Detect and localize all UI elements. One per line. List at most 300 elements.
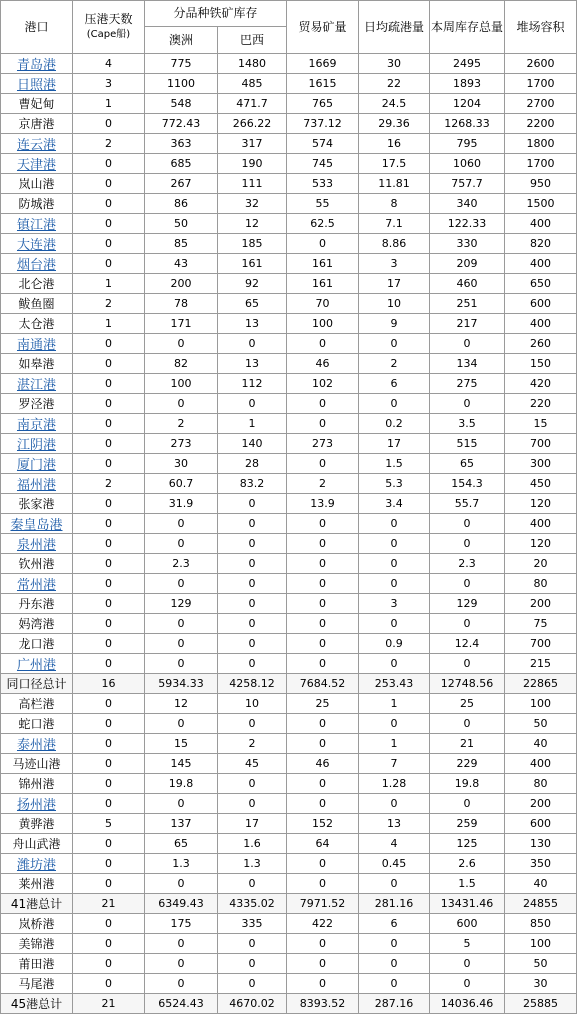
cell-days: 0 [73, 514, 145, 534]
port-name: 岚桥港 [18, 917, 55, 931]
cell-total: 229 [430, 754, 505, 774]
cell-cap: 1700 [505, 74, 577, 94]
cell-au: 0 [145, 534, 218, 554]
cell-days: 0 [73, 534, 145, 554]
cell-cap: 220 [505, 394, 577, 414]
table-row [1, 334, 577, 354]
cell-days: 0 [73, 734, 145, 754]
cell-days: 4 [73, 54, 145, 74]
port-cell [1, 474, 73, 494]
port-name: 如皋港 [18, 357, 55, 371]
table-row [1, 154, 577, 174]
cell-trade: 0 [287, 774, 359, 794]
port-link[interactable]: 泉州港 [16, 538, 56, 553]
cell-daily: 24.5 [359, 94, 430, 114]
port-link[interactable]: 天津港 [16, 158, 56, 173]
cell-trade: 7971.52 [287, 894, 359, 914]
cell-total: 5 [430, 934, 505, 954]
cell-trade: 745 [287, 154, 359, 174]
cell-au: 0 [145, 714, 218, 734]
port-cell [1, 94, 73, 114]
cell-total: 154.3 [430, 474, 505, 494]
cell-daily: 10 [359, 294, 430, 314]
cell-days: 0 [73, 834, 145, 854]
port-link[interactable]: 烟台港 [16, 258, 56, 273]
cell-total: 122.33 [430, 214, 505, 234]
cell-days: 1 [73, 94, 145, 114]
cell-total: 0 [430, 514, 505, 534]
port-name: 蛇口港 [18, 717, 55, 731]
port-link[interactable]: 厦门港 [16, 458, 56, 473]
cell-days: 0 [73, 494, 145, 514]
table-row [1, 954, 577, 974]
port-cell [1, 134, 73, 154]
cell-daily: 0 [359, 614, 430, 634]
cell-total: 1268.33 [430, 114, 505, 134]
cell-daily: 287.16 [359, 994, 430, 1014]
cell-days: 0 [73, 774, 145, 794]
cell-cap: 600 [505, 814, 577, 834]
cell-daily: 22 [359, 74, 430, 94]
cell-days: 0 [73, 174, 145, 194]
table-row [1, 654, 577, 674]
cell-br: 161 [218, 254, 287, 274]
cell-total: 25 [430, 694, 505, 714]
cell-daily: 281.16 [359, 894, 430, 914]
cell-au: 145 [145, 754, 218, 774]
cell-daily: 7 [359, 754, 430, 774]
port-name: 莱州港 [18, 877, 55, 891]
cell-cap: 700 [505, 634, 577, 654]
cell-total: 2.3 [430, 554, 505, 574]
cell-total: 3.5 [430, 414, 505, 434]
port-cell [1, 254, 73, 274]
cell-cap: 15 [505, 414, 577, 434]
header-daily: 日均疏港量 [359, 1, 430, 54]
cell-days: 0 [73, 254, 145, 274]
port-name: 鲅鱼圈 [18, 297, 55, 311]
table-row [1, 634, 577, 654]
cell-br: 12 [218, 214, 287, 234]
cell-total: 14036.46 [430, 994, 505, 1014]
cell-br: 335 [218, 914, 287, 934]
cell-cap: 820 [505, 234, 577, 254]
cell-total: 757.7 [430, 174, 505, 194]
port-name: 京唐港 [18, 117, 55, 131]
table-row [1, 54, 577, 74]
cell-daily: 3 [359, 594, 430, 614]
cell-au: 30 [145, 454, 218, 474]
cell-au: 0 [145, 514, 218, 534]
cell-trade: 0 [287, 634, 359, 654]
port-cell [1, 334, 73, 354]
cell-cap: 75 [505, 614, 577, 634]
port-cell [1, 894, 73, 914]
cell-cap: 400 [505, 754, 577, 774]
table-row [1, 414, 577, 434]
port-link[interactable]: 大连港 [16, 238, 56, 253]
header-brazil: 巴西 [218, 27, 287, 54]
cell-br: 0 [218, 794, 287, 814]
cell-trade: 7684.52 [287, 674, 359, 694]
cell-br: 32 [218, 194, 287, 214]
port-cell [1, 594, 73, 614]
cell-au: 6524.43 [145, 994, 218, 1014]
cell-trade: 13.9 [287, 494, 359, 514]
cell-au: 0 [145, 934, 218, 954]
cell-days: 0 [73, 614, 145, 634]
cell-au: 175 [145, 914, 218, 934]
cell-cap: 1500 [505, 194, 577, 214]
table-row [1, 894, 577, 914]
cell-total: 259 [430, 814, 505, 834]
cell-total: 12748.56 [430, 674, 505, 694]
port-link[interactable]: 福州港 [16, 478, 56, 493]
cell-trade: 64 [287, 834, 359, 854]
cell-cap: 40 [505, 734, 577, 754]
cell-trade: 0 [287, 554, 359, 574]
cell-au: 171 [145, 314, 218, 334]
port-name: 龙口港 [18, 637, 55, 651]
port-cell [1, 54, 73, 74]
cell-daily: 0 [359, 514, 430, 534]
cell-br: 0 [218, 594, 287, 614]
port-cell [1, 154, 73, 174]
cell-au: 200 [145, 274, 218, 294]
cell-daily: 1.5 [359, 454, 430, 474]
cell-daily: 1 [359, 734, 430, 754]
cell-days: 0 [73, 414, 145, 434]
cell-trade: 0 [287, 934, 359, 954]
cell-days: 0 [73, 354, 145, 374]
cell-trade: 46 [287, 754, 359, 774]
table-row [1, 914, 577, 934]
table-row [1, 374, 577, 394]
cell-br: 185 [218, 234, 287, 254]
cell-days: 0 [73, 454, 145, 474]
port-name: 妈湾港 [18, 617, 55, 631]
port-link[interactable]: 秦皇岛港 [10, 518, 63, 533]
table-row [1, 854, 577, 874]
cell-br: 2 [218, 734, 287, 754]
table-row [1, 274, 577, 294]
port-cell [1, 114, 73, 134]
cell-cap: 2700 [505, 94, 577, 114]
cell-total: 2.6 [430, 854, 505, 874]
cell-daily: 13 [359, 814, 430, 834]
cell-trade: 533 [287, 174, 359, 194]
cell-trade: 8393.52 [287, 994, 359, 1014]
cell-br: 0 [218, 334, 287, 354]
port-cell [1, 294, 73, 314]
cell-au: 43 [145, 254, 218, 274]
cell-trade: 0 [287, 734, 359, 754]
port-link[interactable]: 泰州港 [16, 738, 56, 753]
port-name: 马迹山港 [12, 757, 61, 771]
cell-daily: 0 [359, 794, 430, 814]
cell-trade: 55 [287, 194, 359, 214]
cell-au: 60.7 [145, 474, 218, 494]
cell-trade: 25 [287, 694, 359, 714]
port-cell [1, 434, 73, 454]
cell-br: 190 [218, 154, 287, 174]
table-row [1, 774, 577, 794]
cell-br: 112 [218, 374, 287, 394]
cell-daily: 16 [359, 134, 430, 154]
cell-daily: 7.1 [359, 214, 430, 234]
port-cell [1, 534, 73, 554]
cell-cap: 130 [505, 834, 577, 854]
cell-trade: 0 [287, 334, 359, 354]
cell-br: 0 [218, 874, 287, 894]
port-cell [1, 874, 73, 894]
cell-days: 0 [73, 854, 145, 874]
cell-total: 2495 [430, 54, 505, 74]
port-link[interactable]: 扬州港 [16, 798, 56, 813]
cell-days: 0 [73, 974, 145, 994]
cell-daily: 17 [359, 434, 430, 454]
port-cell [1, 714, 73, 734]
port-cell [1, 774, 73, 794]
cell-total: 275 [430, 374, 505, 394]
header-australia: 澳洲 [145, 27, 218, 54]
cell-total: 515 [430, 434, 505, 454]
cell-days: 0 [73, 114, 145, 134]
table-row [1, 134, 577, 154]
port-link[interactable]: 南通港 [16, 338, 56, 353]
port-cell [1, 914, 73, 934]
cell-daily: 3.4 [359, 494, 430, 514]
cell-days: 0 [73, 654, 145, 674]
port-cell [1, 634, 73, 654]
cell-trade: 0 [287, 574, 359, 594]
port-link[interactable]: 潍坊港 [16, 858, 56, 873]
cell-days: 1 [73, 274, 145, 294]
table-row [1, 974, 577, 994]
port-link[interactable]: 日照港 [16, 78, 56, 93]
port-cell [1, 734, 73, 754]
table-row [1, 714, 577, 734]
port-link[interactable]: 连云港 [16, 138, 56, 153]
cell-cap: 100 [505, 934, 577, 954]
cell-total: 795 [430, 134, 505, 154]
cell-br: 0 [218, 954, 287, 974]
port-cell [1, 194, 73, 214]
cell-days: 0 [73, 714, 145, 734]
cell-total: 0 [430, 334, 505, 354]
cell-total: 0 [430, 614, 505, 634]
table-row [1, 234, 577, 254]
cell-trade: 273 [287, 434, 359, 454]
cell-br: 0 [218, 634, 287, 654]
cell-total: 0 [430, 794, 505, 814]
table-row [1, 754, 577, 774]
port-name: 太仓港 [18, 317, 55, 331]
cell-cap: 350 [505, 854, 577, 874]
table-row [1, 794, 577, 814]
port-link[interactable]: 广州港 [16, 658, 56, 673]
cell-days: 0 [73, 914, 145, 934]
cell-cap: 300 [505, 454, 577, 474]
cell-cap: 215 [505, 654, 577, 674]
cell-au: 0 [145, 794, 218, 814]
port-cell [1, 794, 73, 814]
cell-days: 0 [73, 194, 145, 214]
port-name: 张家港 [18, 497, 55, 511]
cell-au: 0 [145, 334, 218, 354]
cell-cap: 400 [505, 514, 577, 534]
table-row [1, 694, 577, 714]
table-row [1, 254, 577, 274]
cell-cap: 200 [505, 594, 577, 614]
cell-br: 0 [218, 574, 287, 594]
table-row [1, 534, 577, 554]
cell-daily: 0 [359, 554, 430, 574]
cell-au: 15 [145, 734, 218, 754]
cell-cap: 22865 [505, 674, 577, 694]
cell-au: 65 [145, 834, 218, 854]
cell-cap: 2600 [505, 54, 577, 74]
port-link[interactable]: 南京港 [16, 418, 56, 433]
cell-total: 460 [430, 274, 505, 294]
cell-total: 13431.46 [430, 894, 505, 914]
cell-days: 0 [73, 594, 145, 614]
cell-au: 82 [145, 354, 218, 374]
port-cell [1, 74, 73, 94]
cell-cap: 950 [505, 174, 577, 194]
cell-br: 0 [218, 494, 287, 514]
table-row [1, 834, 577, 854]
cell-days: 0 [73, 394, 145, 414]
cell-au: 685 [145, 154, 218, 174]
port-name: 锦州港 [18, 777, 55, 791]
port-link[interactable]: 常州港 [16, 578, 56, 593]
cell-daily: 0 [359, 954, 430, 974]
cell-br: 0 [218, 554, 287, 574]
cell-au: 12 [145, 694, 218, 714]
port-name: 美锦港 [18, 937, 55, 951]
table-row [1, 934, 577, 954]
cell-trade: 62.5 [287, 214, 359, 234]
cell-br: 1480 [218, 54, 287, 74]
cell-trade: 1615 [287, 74, 359, 94]
cell-au: 0 [145, 974, 218, 994]
cell-cap: 25885 [505, 994, 577, 1014]
cell-total: 55.7 [430, 494, 505, 514]
cell-trade: 0 [287, 794, 359, 814]
port-link[interactable]: 江阴港 [16, 438, 56, 453]
cell-daily: 8 [359, 194, 430, 214]
table-row [1, 74, 577, 94]
cell-cap: 40 [505, 874, 577, 894]
cell-cap: 400 [505, 314, 577, 334]
cell-days: 0 [73, 694, 145, 714]
cell-trade: 0 [287, 954, 359, 974]
cell-au: 0 [145, 394, 218, 414]
cell-au: 85 [145, 234, 218, 254]
cell-au: 1100 [145, 74, 218, 94]
cell-days: 0 [73, 214, 145, 234]
port-cell [1, 394, 73, 414]
cell-br: 317 [218, 134, 287, 154]
cell-br: 140 [218, 434, 287, 454]
cell-cap: 20 [505, 554, 577, 574]
cell-trade: 100 [287, 314, 359, 334]
table-row [1, 574, 577, 594]
cell-cap: 450 [505, 474, 577, 494]
cell-cap: 1700 [505, 154, 577, 174]
cell-cap: 1800 [505, 134, 577, 154]
cell-trade: 102 [287, 374, 359, 394]
cell-days: 16 [73, 674, 145, 694]
cell-cap: 150 [505, 354, 577, 374]
cell-days: 0 [73, 374, 145, 394]
cell-cap: 30 [505, 974, 577, 994]
table-row [1, 434, 577, 454]
port-link[interactable]: 青岛港 [16, 58, 56, 73]
table-row [1, 494, 577, 514]
cell-cap: 400 [505, 254, 577, 274]
port-name: 北仑港 [18, 277, 55, 291]
cell-trade: 0 [287, 974, 359, 994]
cell-total: 1893 [430, 74, 505, 94]
cell-total: 134 [430, 354, 505, 374]
table-row [1, 514, 577, 534]
cell-daily: 11.81 [359, 174, 430, 194]
cell-au: 0 [145, 954, 218, 974]
cell-trade: 574 [287, 134, 359, 154]
cell-total: 12.4 [430, 634, 505, 654]
cell-daily: 0 [359, 574, 430, 594]
cell-br: 65 [218, 294, 287, 314]
port-cell [1, 374, 73, 394]
cell-br: 485 [218, 74, 287, 94]
table-row [1, 734, 577, 754]
cell-cap: 120 [505, 494, 577, 514]
cell-au: 775 [145, 54, 218, 74]
cell-daily: 17.5 [359, 154, 430, 174]
port-cell [1, 974, 73, 994]
cell-days: 0 [73, 234, 145, 254]
port-name: 马尾港 [18, 977, 55, 991]
cell-total: 129 [430, 594, 505, 614]
cell-trade: 422 [287, 914, 359, 934]
cell-trade: 161 [287, 274, 359, 294]
cell-daily: 1.28 [359, 774, 430, 794]
port-link[interactable]: 湛江港 [16, 378, 56, 393]
port-name: 防城港 [18, 197, 55, 211]
cell-total: 1060 [430, 154, 505, 174]
cell-total: 125 [430, 834, 505, 854]
cell-days: 1 [73, 314, 145, 334]
table-row [1, 874, 577, 894]
cell-days: 21 [73, 994, 145, 1014]
header-capacity: 堆场容积 [505, 1, 577, 54]
port-link[interactable]: 镇江港 [16, 218, 56, 233]
cell-au: 137 [145, 814, 218, 834]
table-row [1, 94, 577, 114]
port-name: 黄骅港 [18, 817, 55, 831]
cell-days: 2 [73, 294, 145, 314]
cell-cap: 600 [505, 294, 577, 314]
cell-trade: 1669 [287, 54, 359, 74]
table-row [1, 614, 577, 634]
port-cell [1, 414, 73, 434]
cell-au: 363 [145, 134, 218, 154]
port-cell [1, 674, 73, 694]
cell-trade: 2 [287, 474, 359, 494]
cell-total: 1.5 [430, 874, 505, 894]
